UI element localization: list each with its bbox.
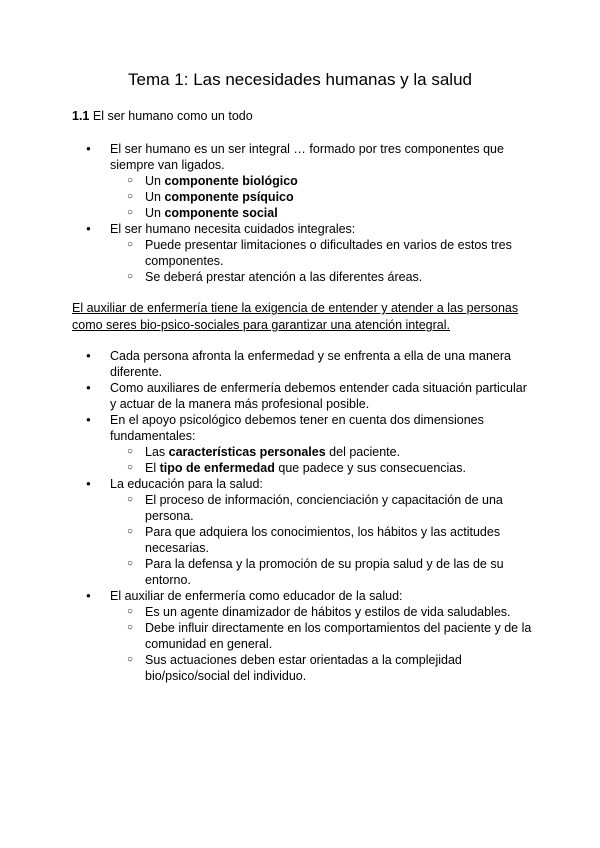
sub-item-bold: características personales xyxy=(168,445,326,459)
sub-list-item: ○ El proceso de información, concienciación y capacitación de una persona. xyxy=(110,492,532,524)
sub-list-item xyxy=(110,189,532,205)
list-item xyxy=(72,348,532,380)
sub-list xyxy=(110,173,532,221)
sub-list-item: ○ Puede presentar limitaciones o dificultades en varios de estos tres componentes. xyxy=(110,237,532,269)
list-item xyxy=(72,141,532,221)
sub-item-text: Las xyxy=(145,445,169,459)
sub-list-item: ○ Para la defensa y la promoción de su propia salud y de las de su entorno. xyxy=(110,556,532,588)
sub-list xyxy=(110,492,532,588)
list-item-text: ● El ser humano necesita cuidados integrales: xyxy=(110,222,356,236)
list-item-text: ● La educación para la salud: xyxy=(110,477,263,491)
list-item-text: ● Como auxiliares de enfermería debemos entender cada situación particular y actuar de la manera más profesional posible. xyxy=(110,381,527,411)
sub-item-bold: tipo de enfermedad xyxy=(159,461,275,475)
list-item xyxy=(72,412,532,476)
sub-list xyxy=(110,237,532,285)
list-item xyxy=(72,221,532,285)
page-title: Tema 1: Las necesidades humanas y la salud xyxy=(128,70,472,89)
bullet-list-2 xyxy=(72,348,532,684)
sub-list-item xyxy=(110,173,532,189)
list-item-text: ● El ser humano es un ser integral … formado por tres componentes que siempre van ligados. xyxy=(110,142,504,172)
sub-list-item: ○ Es un agente dinamizador de hábitos y estilos de vida saludables. xyxy=(110,604,532,620)
sub-item-text: Un xyxy=(145,190,165,204)
sub-list-item xyxy=(110,460,532,476)
sub-list xyxy=(110,444,532,476)
sub-list-item: ○ Sus actuaciones deben estar orientadas a la complejidad bio/psico/social del individuo. xyxy=(110,652,532,684)
sub-item-text: Un xyxy=(145,174,165,188)
sub-item-bold: componente social xyxy=(164,206,278,220)
sub-list-item: ○ Debe influir directamente en los comportamientos del paciente y de la comunidad en general. xyxy=(110,620,532,652)
list-item xyxy=(72,380,532,412)
sub-item-bold: componente biológico xyxy=(164,174,298,188)
section-title: El ser humano como un todo xyxy=(92,109,253,123)
bullet-list-1 xyxy=(72,141,532,285)
sub-item-bold: componente psíquico xyxy=(164,190,294,204)
sub-list-item: ○ Para que adquiera los conocimientos, los hábitos y las actitudes necesarias. xyxy=(110,524,532,556)
list-item xyxy=(72,476,532,588)
list-item-text: ● En el apoyo psicológico debemos tener en cuenta dos dimensiones fundamentales: xyxy=(110,413,484,443)
list-item-text: ● El auxiliar de enfermería como educador de la salud: xyxy=(110,589,403,603)
sub-item-text: Un xyxy=(145,206,165,220)
sub-list-item xyxy=(110,205,532,221)
section-heading xyxy=(72,108,253,125)
underlined-paragraph: El auxiliar de enfermería tiene la exigencia de entender y atender a las personas como seres bio-psico-sociales para garantizar una atención integral. xyxy=(72,301,519,332)
sub-item-text: del paciente. xyxy=(325,445,401,459)
sub-item-text: que padece y sus consecuencias. xyxy=(274,461,466,475)
list-item xyxy=(72,588,532,684)
sub-list-item: ○ Se deberá prestar atención a las diferentes áreas. xyxy=(110,269,532,285)
list-item-text: ● Cada persona afronta la enfermedad y se enfrenta a ella de una manera diferente. xyxy=(110,349,511,379)
sub-list-item xyxy=(110,444,532,460)
sub-list xyxy=(110,604,532,684)
sub-item-text: El xyxy=(145,461,160,475)
section-number: 1.1 xyxy=(72,109,90,123)
